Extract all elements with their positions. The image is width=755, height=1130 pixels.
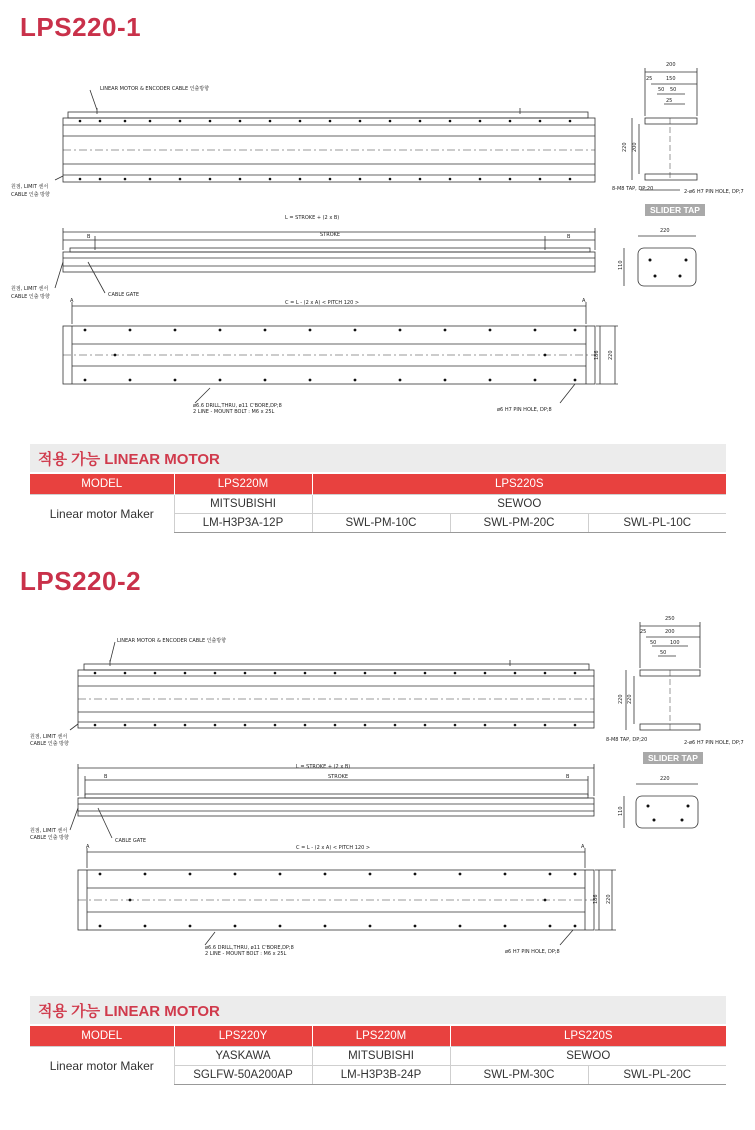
left-note-origin: 원점, LIMIT 센서 (30, 734, 68, 740)
side-note-origin: 원점, LIMIT 센서 (30, 828, 68, 834)
dim-b-right: B (566, 774, 570, 780)
dim-a-right: A (581, 844, 585, 850)
motor-table-1 (30, 474, 726, 533)
table-header-lps220y: LPS220Y (174, 1026, 312, 1047)
dim-a-right: A (582, 298, 586, 304)
dim-a-left: A (70, 298, 74, 304)
table-cell-model: SWL-PM-30C (450, 1066, 588, 1085)
table-cell-model: SWL-PM-20C (450, 514, 588, 533)
table-header-lps220s: LPS220S (312, 474, 726, 495)
left-note-cable: CABLE 인출 방향 (30, 741, 69, 747)
slider-dim-3: 100 (670, 640, 680, 646)
slider-dim-4: 50 (650, 640, 657, 646)
side-note-origin: 원점, LIMIT 센서 (11, 286, 49, 292)
dim-a-left: A (86, 844, 90, 850)
technical-drawing-lps220-2 (0, 600, 755, 990)
mount-bolt-spec: 2 LINE - MOUNT BOLT : M6 x 25L (193, 409, 275, 415)
side-note-cable: CABLE 인출 방향 (30, 835, 69, 841)
pin-hole-spec: ø6 H7 PIN HOLE, DP;8 (497, 407, 552, 413)
motor-heading-2: 적용 가능 LINEAR MOTOR (38, 1003, 220, 1020)
dim-stroke-label: STROKE (328, 774, 349, 780)
dim-stroke-label: STROKE (320, 232, 341, 238)
dim-186: 186 (594, 350, 600, 360)
pin-hole-side-spec: 2-ø6 H7 PIN HOLE, DP;7 (684, 740, 744, 746)
cable-gate-label: CABLE GATE (108, 292, 139, 298)
side-note-cable: CABLE 인출 방향 (11, 294, 50, 300)
slider-dim-6: 25 (640, 629, 647, 635)
table-row-label: Linear motor Maker (30, 1047, 174, 1085)
slider-h-2: 200 (632, 142, 638, 152)
table-cell-model: SWL-PL-10C (588, 514, 726, 533)
table-header-model: MODEL (30, 474, 174, 495)
mount-bolt-spec: 2 LINE - MOUNT BOLT : M6 x 25L (205, 951, 287, 957)
dim-l-label: L = STROKE + (2 x B) (296, 764, 351, 770)
slider-dim-5: 25 (646, 76, 653, 82)
section-title-lps220-1: LPS220-1 (20, 12, 142, 42)
slider-dim-2: 200 (665, 629, 675, 635)
table-header-lps220m: LPS220M (312, 1026, 450, 1047)
pin-hole-spec: ø6 H7 PIN HOLE, DP;8 (505, 949, 560, 955)
table-cell-maker: MITSUBISHI (174, 495, 312, 514)
slider-dim-5: 50 (660, 650, 667, 656)
motor-table-2 (30, 1026, 726, 1085)
dim-186: 186 (593, 894, 599, 904)
table-cell-maker: SEWOO (450, 1047, 726, 1066)
slider-dim-4: 50 (670, 87, 677, 93)
table-cell-model: SGLFW-50A200AP (174, 1066, 312, 1085)
drill-spec: ø6.6 DRILL,THRU, ø11 C'BORE,DP;8 (205, 945, 294, 951)
m8-tap-spec: 8-M8 TAP, DP;20 (612, 186, 654, 192)
dim-c-label: C = L - (2 x A) < PITCH 120 > (296, 845, 371, 851)
end-height: 110 (618, 260, 624, 270)
motor-heading-band-1 (30, 444, 726, 472)
table-header-lps220m: LPS220M (174, 474, 312, 495)
dim-c-label: C = L - (2 x A) < PITCH 120 > (285, 300, 360, 306)
table-header-model: MODEL (30, 1026, 174, 1047)
slider-h-2: 220 (627, 694, 633, 704)
table-cell-maker: SEWOO (312, 495, 726, 514)
table-row-label: Linear motor Maker (30, 495, 174, 533)
dim-b-right: B (567, 234, 571, 240)
dim-b-left: B (87, 234, 91, 240)
slider-h-1: 220 (622, 142, 628, 152)
drill-spec: ø6.6 DRILL,THRU, ø11 C'BORE,DP;8 (193, 403, 282, 409)
technical-drawing-lps220-1 (0, 0, 755, 430)
table-cell-maker: YASKAWA (174, 1047, 312, 1066)
table-header-lps220s: LPS220S (450, 1026, 726, 1047)
section-title-lps220-2: LPS220-2 (20, 566, 142, 596)
slider-tap-tag: SLIDER TAP (645, 204, 705, 216)
table-cell-model: SWL-PM-10C (312, 514, 450, 533)
dim-l-label: L = STROKE + (2 x B) (285, 215, 340, 221)
top-view-cable-label: LINEAR MOTOR & ENCODER CABLE 인출방향 (100, 86, 210, 92)
end-width: 220 (660, 776, 670, 782)
slider-tap-tag: SLIDER TAP (643, 752, 703, 764)
motor-heading-band-2 (30, 996, 726, 1024)
table-cell-model: LM-H3P3A-12P (174, 514, 312, 533)
dim-220: 220 (606, 894, 612, 904)
dim-220: 220 (608, 350, 614, 360)
top-view-cable-label: LINEAR MOTOR & ENCODER CABLE 인출방향 (117, 638, 227, 644)
slider-h-1: 220 (618, 694, 624, 704)
table-cell-model: SWL-PL-20C (588, 1066, 726, 1085)
cable-gate-label: CABLE GATE (115, 838, 146, 844)
slider-dim-1: 200 (666, 62, 676, 68)
motor-heading-1: 적용 가능 LINEAR MOTOR (38, 451, 220, 468)
end-height: 110 (618, 806, 624, 816)
pin-hole-side-spec: 2-ø6 H7 PIN HOLE, DP;7 (684, 189, 744, 195)
table-cell-maker: MITSUBISHI (312, 1047, 450, 1066)
end-width: 220 (660, 228, 670, 234)
slider-dim-2: 150 (666, 76, 676, 82)
left-note-cable: CABLE 인출 방향 (11, 192, 50, 198)
m8-tap-spec: 8-M8 TAP, DP;20 (606, 737, 648, 743)
left-note-origin: 원점, LIMIT 센서 (11, 184, 49, 190)
dim-b-left: B (104, 774, 108, 780)
table-cell-model: LM-H3P3B-24P (312, 1066, 450, 1085)
slider-dim-3: 50 (658, 87, 665, 93)
slider-dim-1: 250 (665, 616, 675, 622)
slider-dim-6: 25 (666, 98, 673, 104)
